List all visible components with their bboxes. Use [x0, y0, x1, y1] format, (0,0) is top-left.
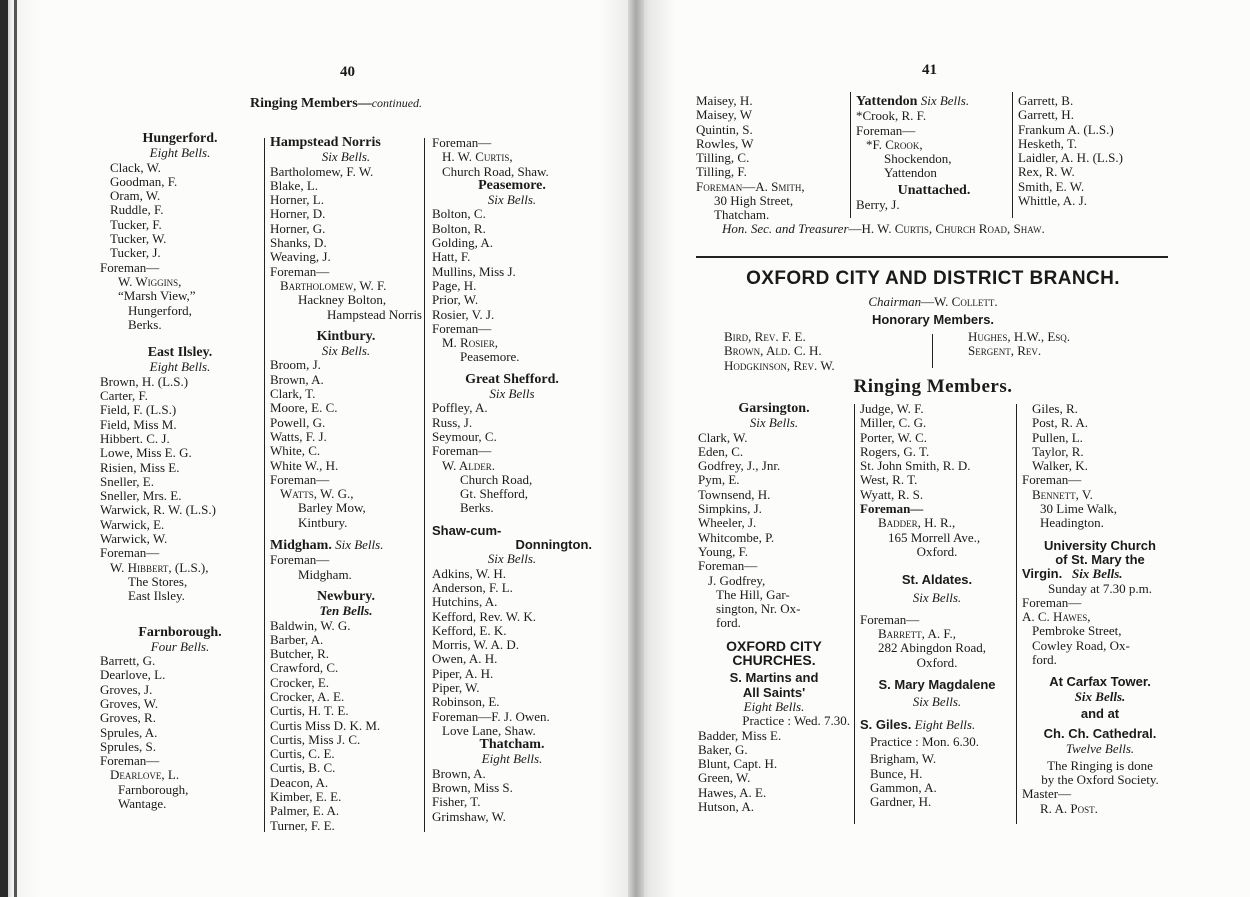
- branch-title: OXFORD CITY AND DISTRICT BRANCH.: [746, 268, 1120, 289]
- member-name: Groves, J.: [100, 681, 153, 697]
- member-name: Piper, W.: [432, 679, 480, 695]
- member-name: Clark, T.: [270, 386, 316, 402]
- member-name: Seymour, C.: [432, 428, 497, 444]
- member-name: Taylor, R.: [1032, 443, 1084, 459]
- bells-label: Six Bells.: [487, 551, 537, 567]
- foreman-name: Dearlove, L.: [110, 767, 180, 783]
- member-name: White, C.: [270, 443, 321, 459]
- member-name: Golding, A.: [432, 235, 494, 251]
- section-heading: Kintbury.: [316, 328, 376, 344]
- ringing-title: Ringing Members.: [853, 376, 1013, 397]
- foreman-label: Foreman—: [1022, 594, 1082, 610]
- member-name: Kimber, E. E.: [270, 789, 342, 805]
- secretary-line: [722, 222, 1162, 236]
- foreman-name: Badder, H. R.,: [878, 515, 956, 531]
- member-name: Wheeler, J.: [698, 515, 757, 531]
- member-name: Smith, E. W.: [1018, 178, 1085, 194]
- member-name: Prior, W.: [432, 292, 479, 308]
- practice-time: Practice : Mon. 6.30.: [870, 733, 980, 749]
- member-name: Morris, W. A. D.: [432, 637, 520, 653]
- member-name: Tucker, W.: [110, 231, 167, 247]
- bells-label: Six Bells.: [920, 93, 970, 108]
- member-name: Crocker, E.: [270, 674, 330, 690]
- foreman-label: Foreman—: [432, 320, 492, 336]
- member-name: Berry, J.: [856, 197, 900, 213]
- member-name: Russ, J.: [432, 414, 473, 430]
- foreman-name: A. C. Hawes,: [1022, 609, 1091, 625]
- member-name: Pullen, L.: [1032, 429, 1083, 445]
- member-name: Rowles, W: [696, 135, 754, 151]
- member-name: Tilling, F.: [696, 164, 747, 180]
- member-name: Tucker, F.: [110, 216, 162, 232]
- st-giles-heading: S. Giles.: [860, 716, 912, 732]
- member-name: Groves, W.: [100, 695, 159, 711]
- foreman-name: Bennett, V.: [1032, 486, 1093, 502]
- member-name: Lowe, Miss E. G.: [100, 445, 192, 461]
- member-name: Laidler, A. H. (L.S.): [1018, 150, 1123, 166]
- bells-label: Six Bells: [489, 386, 535, 402]
- master-label: Master—: [1022, 786, 1072, 802]
- member-name: Clack, W.: [110, 159, 161, 175]
- bells-label: Eight Bells.: [149, 145, 211, 161]
- foreman-label: Foreman—: [270, 263, 330, 279]
- member-name: Sneller, Mrs. E.: [100, 488, 182, 504]
- member-name: Garrett, B.: [1018, 93, 1074, 108]
- member-name: Page, H.: [432, 277, 477, 293]
- member-name: Goodman, F.: [110, 173, 178, 189]
- member-name: Walker, K.: [1032, 458, 1088, 474]
- honorary-member: Brown, Ald. C. H.: [724, 343, 822, 359]
- member-name: Crocker, A. E.: [270, 688, 345, 704]
- chairman-role: Chairman: [868, 294, 922, 309]
- right-top-col-2: [856, 94, 1012, 212]
- member-name: Groves, R.: [100, 710, 156, 726]
- foreman-name: Bartholomew, W. F.: [280, 277, 387, 293]
- header-title: Ringing Members—: [250, 96, 372, 111]
- member-name: Bolton, C.: [432, 206, 486, 222]
- column-rule: [850, 92, 851, 218]
- address-line: The Stores,: [128, 573, 188, 589]
- book-edge-line: [14, 0, 17, 897]
- midgham-heading: Midgham.: [270, 538, 332, 554]
- address-line: Gt. Shefford,: [460, 486, 529, 502]
- church-heading: of St. Mary the: [1055, 551, 1145, 567]
- book-gutter: [628, 0, 644, 897]
- member-name: Deacon, A.: [270, 774, 329, 790]
- address-line: Cowley Road, Ox-: [1032, 637, 1130, 653]
- address-line: Thatcham.: [714, 207, 770, 223]
- member-name: Field, Miss M.: [100, 416, 177, 432]
- member-name: Brown, A.: [432, 765, 486, 781]
- section-heading: [1022, 567, 1178, 581]
- member-name: Horner, L.: [270, 192, 324, 208]
- section-heading: Newbury.: [317, 588, 375, 604]
- connector-text: and at: [1080, 705, 1120, 721]
- bells-label: Six Bells.: [321, 343, 371, 359]
- note-line: by the Oxford Society.: [1041, 772, 1159, 788]
- member-name: Young, F.: [698, 543, 749, 559]
- section-heading: At Carfax Tower.: [1049, 674, 1151, 690]
- bells-label: Eight Bells.: [914, 716, 976, 732]
- book-edge: [0, 0, 8, 897]
- bells-label: Six Bells.: [749, 415, 799, 431]
- address-line: Yattendon: [884, 165, 937, 181]
- member-name: Curtis, C. E.: [270, 746, 335, 762]
- note-line: The Ringing is done: [1047, 757, 1153, 773]
- member-name: Bolton, R.: [432, 220, 486, 236]
- member-name: Maisey, W: [696, 107, 752, 123]
- left-col-1: [100, 132, 260, 811]
- member-name: Warwick, W.: [100, 531, 168, 547]
- address-line: Headington.: [1040, 515, 1104, 531]
- member-name: Simpkins, J.: [698, 501, 762, 517]
- member-name: Brigham, W.: [870, 751, 937, 767]
- section-heading: Shaw-cum-: [432, 522, 502, 538]
- page-number-left: 40: [340, 64, 355, 80]
- address-line: Kintbury.: [298, 514, 348, 530]
- foreman-label: Foreman—: [856, 122, 916, 138]
- member-name: Grimshaw, W.: [432, 808, 506, 824]
- page-number-right: 41: [922, 62, 937, 78]
- member-name: Brown, Miss S.: [432, 780, 513, 796]
- member-name: Clark, W.: [698, 429, 748, 445]
- bells-label: Ten Bells.: [319, 603, 373, 619]
- bells-label: Six Bells.: [487, 192, 537, 208]
- member-name: Piper, A. H.: [432, 665, 494, 681]
- honorary-member: Bird, Rev. F. E.: [724, 329, 806, 344]
- member-name: Quintin, S.: [696, 121, 753, 137]
- bells-label: Six Bells.: [912, 589, 962, 605]
- address-line: Peasemore.: [460, 349, 520, 365]
- foreman-label: Foreman—: [270, 471, 330, 487]
- member-name: Fisher, T.: [432, 794, 481, 810]
- church-heading: S. Martins and: [729, 670, 819, 686]
- foreman-label: Foreman—: [432, 443, 492, 459]
- member-name: Hatt, F.: [432, 249, 471, 265]
- member-name: Dearlove, L.: [100, 667, 166, 683]
- bells-label: Eight Bells.: [149, 359, 211, 375]
- member-name: Baldwin, W. G.: [270, 617, 351, 633]
- member-name: Adkins, W. H.: [432, 565, 507, 581]
- foreman-label: Foreman—: [100, 545, 160, 561]
- member-name: Oram, W.: [110, 188, 161, 204]
- member-name: Broom, J.: [270, 357, 321, 373]
- member-name: Palmer, E. A.: [270, 803, 340, 819]
- member-name: Blunt, Capt. H.: [698, 756, 778, 772]
- member-name: Sneller, E.: [100, 473, 154, 489]
- member-name: Tilling, C.: [696, 150, 750, 166]
- bells-label: Six Bells.: [912, 694, 962, 710]
- bells-label: Eight Bells.: [743, 698, 805, 714]
- right-top-col-1: [696, 94, 846, 223]
- address-line: The Hill, Gar-: [716, 586, 790, 602]
- member-name: Gammon, A.: [870, 779, 937, 795]
- column-rule: [1012, 92, 1013, 218]
- section-heading: Peasemore.: [478, 177, 546, 193]
- left-col-3: [432, 136, 592, 824]
- member-name: Robinson, E.: [432, 694, 500, 710]
- member-name: Brown, A.: [270, 371, 324, 387]
- member-name: Giles, R.: [1032, 401, 1078, 416]
- section-divider: [696, 256, 1168, 258]
- section-heading: Ch. Ch. Cathedral.: [1043, 726, 1157, 742]
- column-rule: [424, 138, 425, 832]
- honorary-member: Hughes, H.W., Esq.: [968, 329, 1071, 344]
- member-name: Whitcombe, P.: [698, 529, 775, 545]
- member-name: Warwick, R. W. (L.S.): [100, 502, 216, 518]
- address-line: Love Lane, Shaw.: [442, 722, 536, 738]
- member-name: Hutson, A.: [698, 799, 754, 815]
- member-name: Horner, D.: [270, 206, 326, 222]
- column-rule: [264, 138, 265, 832]
- member-name: Rex, R. W.: [1018, 164, 1075, 180]
- bells-label: Six Bells.: [1074, 688, 1126, 704]
- address-line: Midgham.: [298, 566, 352, 582]
- header-suffix: continued.: [371, 96, 423, 110]
- member-name: Post, R. A.: [1032, 415, 1088, 431]
- member-name: Weaving, J.: [270, 249, 331, 265]
- member-name: Ruddle, F.: [110, 202, 164, 218]
- member-name: Kefford, Rev. W. K.: [432, 608, 536, 624]
- member-name: Curtis, H. T. E.: [270, 703, 349, 719]
- address-line: sington, Nr. Ox-: [716, 601, 801, 617]
- address-line: ford.: [1032, 652, 1057, 668]
- address-line: Church Road,: [460, 471, 533, 487]
- member-name: Poffley, A.: [432, 400, 488, 416]
- member-name: Turner, F. E.: [270, 817, 335, 833]
- member-name: Butcher, R.: [270, 646, 330, 662]
- section-heading: Thatcham.: [479, 737, 545, 753]
- foreman-label: Foreman—: [698, 558, 758, 574]
- bells-label: Six Bells.: [335, 537, 384, 553]
- member-name: Gardner, H.: [870, 794, 932, 810]
- section-heading: S. Mary Magdalene: [878, 677, 996, 693]
- member-name: Powell, G.: [270, 414, 326, 430]
- secretary-name: —H. W. Curtis, Church Road, Shaw.: [848, 221, 1045, 236]
- member-name: Bunce, H.: [870, 765, 923, 781]
- member-name: Judge, W. F.: [860, 401, 924, 416]
- address-line: Hungerford,: [128, 302, 192, 318]
- address-line: Pembroke Street,: [1032, 623, 1122, 639]
- member-name: Curtis, Miss J. C.: [270, 731, 361, 747]
- member-name: Risien, Miss E.: [100, 459, 180, 475]
- member-name: Owen, A. H.: [432, 651, 498, 667]
- member-name: St. John Smith, R. D.: [860, 458, 971, 474]
- member-name: Moore, E. C.: [270, 400, 338, 416]
- foreman-line: Foreman—A. Smith,: [696, 178, 805, 194]
- member-name: Sprules, S.: [100, 738, 156, 754]
- member-name: Horner, G.: [270, 220, 326, 236]
- foreman-name: W. Hibbert, (L.S.),: [110, 559, 209, 575]
- member-name: Pym, E.: [698, 472, 740, 488]
- foreman-name: Barrett, A. F.,: [878, 626, 957, 642]
- virgin-heading: Virgin.: [1022, 566, 1063, 582]
- address-line: Berks.: [128, 316, 162, 332]
- address-line: Barley Mow,: [298, 500, 366, 516]
- section-heading: St. Aldates.: [901, 572, 973, 588]
- address-line: ford.: [716, 615, 741, 631]
- member-name: Porter, W. C.: [860, 429, 928, 445]
- foreman-label: Foreman—: [860, 611, 920, 627]
- address-line: 30 High Street,: [714, 193, 794, 209]
- member-name: *Crook, R. F.: [856, 108, 927, 124]
- member-name: Anderson, F. L.: [432, 579, 513, 595]
- service-time: Sunday at 7.30 p.m.: [1048, 580, 1152, 596]
- section-heading: Unattached.: [897, 182, 971, 198]
- column-rule: [854, 404, 855, 824]
- member-name: Sprules, A.: [100, 724, 158, 740]
- church-heading: University Church: [1044, 537, 1156, 553]
- section-heading: Donnington.: [515, 537, 592, 553]
- foreman-label: Foreman—: [270, 552, 330, 568]
- foreman-label: Foreman—: [100, 259, 160, 275]
- member-name: Eden, C.: [698, 443, 744, 459]
- member-name: Rosier, V. J.: [432, 306, 495, 322]
- member-name: Crawford, C.: [270, 660, 339, 676]
- practice-time: Practice : Wed. 7.30.: [742, 713, 850, 729]
- section-heading: Garsington.: [738, 401, 810, 416]
- member-name: Hesketh, T.: [1018, 135, 1078, 151]
- foreman-label: Foreman—: [100, 753, 160, 769]
- column-rule: [932, 334, 933, 368]
- secretary-role: Hon. Sec. and Treasurer: [722, 221, 849, 236]
- column-rule: [1016, 404, 1017, 824]
- member-name: Curtis, B. C.: [270, 760, 336, 776]
- foreman-name: Watts, W. G.,: [280, 486, 354, 502]
- foreman-name: W. Wiggins,: [118, 273, 182, 289]
- member-name: White W., H.: [270, 457, 339, 473]
- left-page-header: [250, 96, 422, 112]
- yattendon-heading: Yattendon: [856, 94, 918, 109]
- honorary-title: Honorary Members.: [871, 312, 995, 327]
- address-line: Hackney Bolton,: [298, 292, 387, 308]
- member-name: Hibbert. C. J.: [100, 430, 170, 446]
- member-name: Bartholomew, F. W.: [270, 163, 374, 179]
- right-col-2: [860, 402, 1014, 809]
- member-name: Hutchins, A.: [432, 594, 498, 610]
- foreman-name: M. Rosier,: [442, 335, 498, 351]
- section-heading: Great Shefford.: [465, 371, 559, 387]
- member-name: Tucker, J.: [110, 245, 161, 261]
- section-heading: Hampstead Norris: [270, 135, 381, 150]
- member-name: Rogers, G. T.: [860, 443, 930, 459]
- foreman-label: Foreman—F. J. Owen.: [432, 708, 550, 724]
- member-name: Maisey, H.: [696, 93, 753, 108]
- honorary-right: [968, 330, 1148, 359]
- member-name: Kefford, E. K.: [432, 622, 507, 638]
- address-line: Wantage.: [118, 796, 167, 812]
- bells-label: Eight Bells.: [481, 751, 543, 767]
- right-col-1: [698, 402, 850, 814]
- right-top-col-3: [1018, 94, 1178, 208]
- section-heading: CHURCHES.: [732, 652, 816, 669]
- address-line: Shockendon,: [884, 151, 952, 167]
- member-name: Warwick, E.: [100, 516, 165, 532]
- chairman-line: [696, 294, 1170, 310]
- member-name: Godfrey, J., Jnr.: [698, 458, 781, 474]
- member-name: Barber, A.: [270, 631, 324, 647]
- section-heading: Hungerford.: [142, 131, 218, 146]
- member-name: Blake, L.: [270, 177, 319, 193]
- member-name: Watts, F. J.: [270, 428, 327, 444]
- member-name: Shanks, D.: [270, 235, 327, 251]
- address-line: Church Road, Shaw.: [442, 163, 549, 179]
- member-name: Barrett, G.: [100, 653, 156, 669]
- bells-label: Six Bells.: [1071, 566, 1123, 582]
- member-name: Carter, F.: [100, 388, 148, 404]
- member-name: Wyatt, R. S.: [860, 486, 924, 502]
- member-name: Baker, G.: [698, 741, 748, 757]
- foreman-name: J. Godfrey,: [708, 572, 766, 588]
- section-heading: [860, 718, 1014, 732]
- address-line: “Marsh View,”: [118, 288, 196, 304]
- address-line: 165 Morrell Ave.,: [888, 529, 981, 545]
- bells-label: Four Bells.: [150, 638, 210, 654]
- honorary-member: Sergent, Rev.: [968, 343, 1042, 359]
- address-line: East Ilsley.: [128, 588, 185, 604]
- master-name: R. A. Post.: [1040, 800, 1098, 816]
- foreman-label: Foreman—: [432, 135, 492, 150]
- chairman-name: —W. Collett.: [921, 294, 998, 309]
- right-col-3: [1022, 402, 1178, 816]
- foreman-name: H. W. Curtis,: [442, 149, 513, 165]
- member-name: Garrett, H.: [1018, 107, 1074, 123]
- address-line: Farnborough,: [118, 781, 189, 797]
- honorary-member: Hodgkinson, Rev. W.: [724, 357, 835, 373]
- address-line: Berks.: [460, 500, 494, 516]
- member-name: Field, F. (L.S.): [100, 402, 177, 418]
- member-name: West, R. T.: [860, 472, 918, 488]
- address-line: 30 Lime Walk,: [1040, 501, 1118, 517]
- section-heading: OXFORD CITY: [726, 637, 822, 654]
- section-heading: [270, 538, 422, 553]
- left-col-2: [270, 136, 422, 833]
- bells-label: Six Bells.: [321, 149, 371, 165]
- address-line: 282 Abingdon Road,: [878, 640, 986, 656]
- member-name: Miller, C. G.: [860, 415, 927, 431]
- member-name: Whittle, A. J.: [1018, 193, 1087, 209]
- foreman-label: Foreman—: [1022, 472, 1082, 488]
- foreman-label: Foreman—: [860, 501, 924, 517]
- honorary-left: [724, 330, 924, 373]
- address-line: Oxford.: [916, 654, 958, 670]
- address-line: Hampstead Norris: [327, 306, 422, 322]
- member-name: Townsend, H.: [698, 486, 771, 502]
- member-name: Mullins, Miss J.: [432, 263, 516, 279]
- section-heading: Farnborough.: [138, 624, 222, 640]
- church-heading: All Saints': [742, 684, 806, 700]
- member-name: Curtis Miss D. K. M.: [270, 717, 381, 733]
- member-name: Green, W.: [698, 770, 751, 786]
- member-name: Badder, Miss E.: [698, 727, 782, 743]
- member-name: Brown, H. (L.S.): [100, 373, 189, 389]
- member-name: Hawes, A. E.: [698, 784, 767, 800]
- bells-label: Twelve Bells.: [1065, 740, 1135, 756]
- section-heading: East Ilsley.: [147, 345, 213, 361]
- member-name: Frankum A. (L.S.): [1018, 121, 1114, 137]
- section-heading: [856, 94, 1012, 109]
- address-line: Oxford.: [916, 543, 958, 559]
- foreman-name: W. Alder.: [442, 457, 495, 473]
- foreman-name: *F. Crook,: [866, 136, 923, 152]
